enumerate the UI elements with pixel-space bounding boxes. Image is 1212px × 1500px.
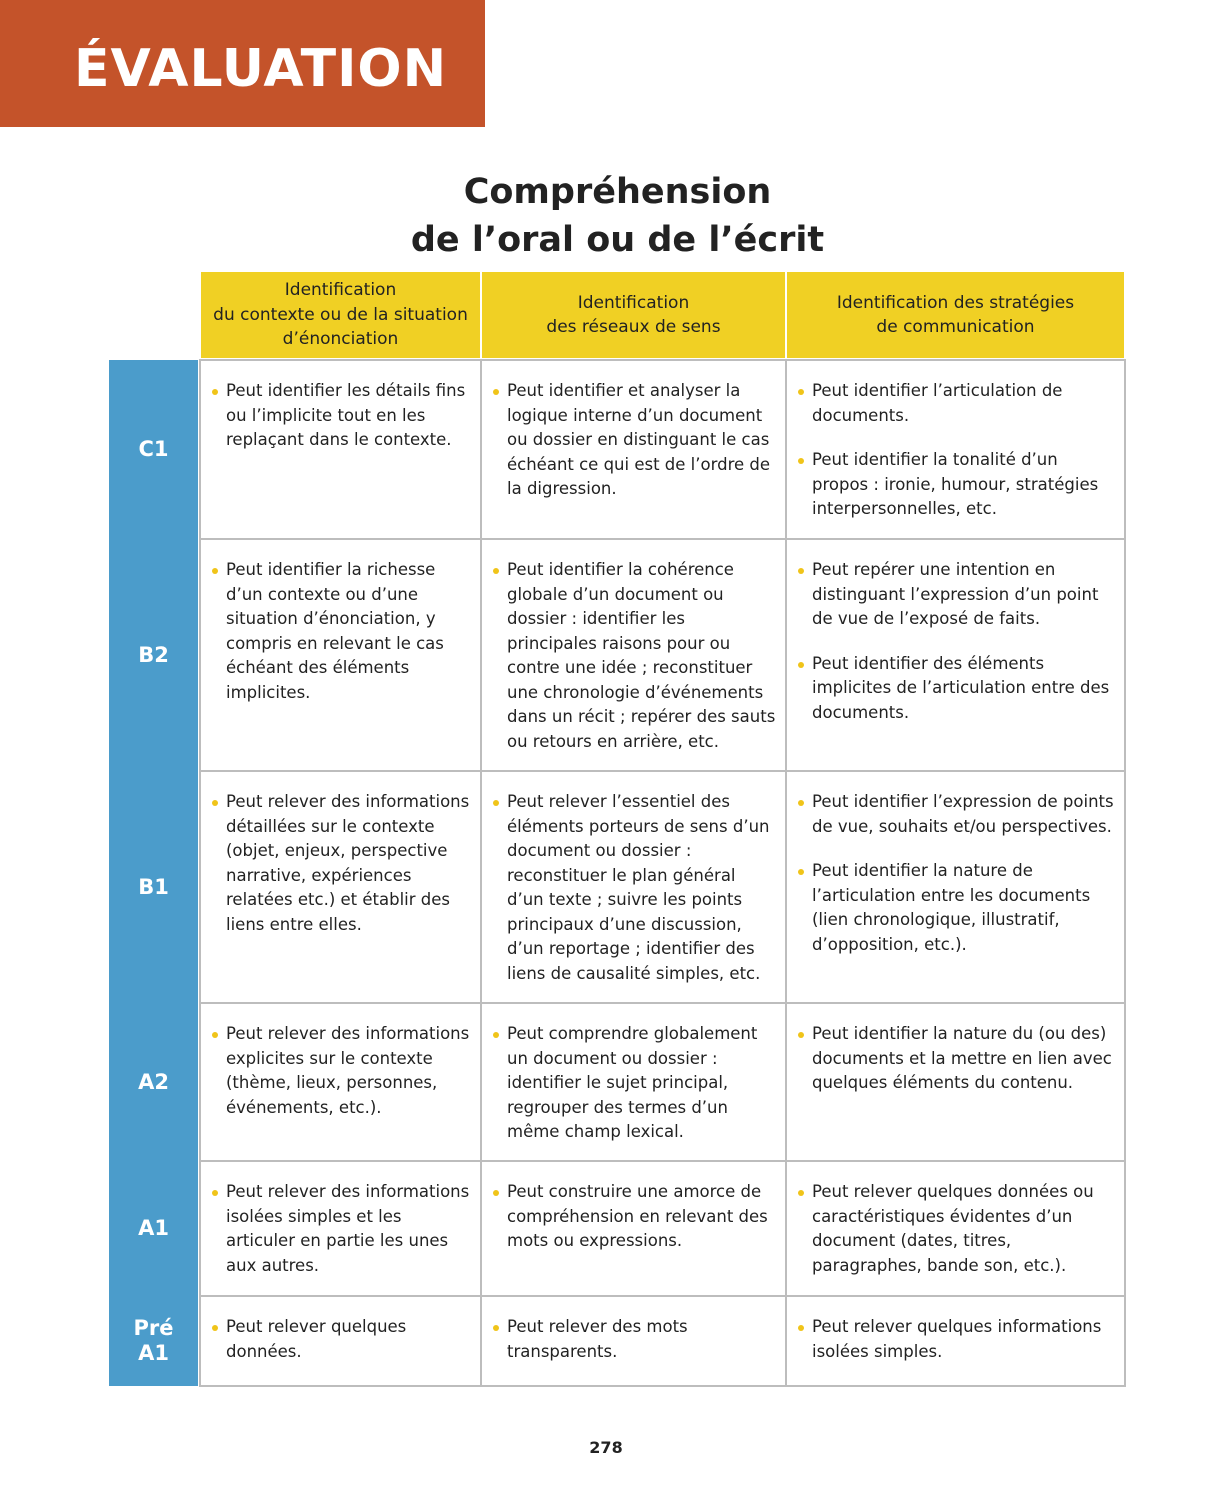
descriptor-item: Peut identifier des éléments implicites de l’articulation entre des documents.	[795, 652, 1116, 726]
level-label: B2	[109, 539, 198, 771]
descriptor-list	[209, 1022, 472, 1120]
descriptor-list	[490, 379, 777, 502]
cell-strategies	[785, 359, 1126, 540]
descriptor-item: Peut relever quelques informations isolées simples.	[795, 1315, 1116, 1364]
descriptor-item: Peut identifier l’expression de points de vue, souhaits et/ou perspectives.	[795, 790, 1116, 839]
descriptor-item: Peut relever des informations détaillées sur le contexte (objet, enjeux, perspective narrative, expériences relatées etc.) et établir des liens entre elles.	[209, 790, 472, 937]
descriptor-item: Peut identifier la nature de l’articulation entre les documents (lien chronologique, illustratif, d’opposition, etc.).	[795, 859, 1116, 957]
descriptor-item: Peut repérer une intention en distinguant l’expression d’un point de vue de l’exposé de faits.	[795, 558, 1116, 632]
cell-context	[199, 770, 482, 1004]
descriptor-list	[490, 1180, 777, 1254]
column-header-context: Identification du contexte ou de la situation d’énonciation	[201, 272, 480, 358]
descriptor-item: Peut identifier la tonalité d’un propos : ironie, humour, stratégies interpersonnelles, etc.	[795, 448, 1116, 522]
column-header-strategies: Identification des stratégies de communication	[787, 272, 1124, 358]
level-label: A1	[109, 1161, 198, 1296]
descriptor-list	[490, 558, 777, 754]
descriptor-list	[795, 379, 1116, 522]
descriptor-item: Peut relever des mots transparents.	[490, 1315, 777, 1364]
level-label: Pré A1	[109, 1296, 198, 1386]
descriptor-list	[209, 790, 472, 937]
cell-context	[199, 359, 482, 540]
cell-strategies	[785, 1295, 1126, 1387]
descriptor-item: Peut relever quelques données.	[209, 1315, 472, 1364]
descriptor-list	[490, 1315, 777, 1364]
descriptor-item: Peut identifier la cohérence globale d’un document ou dossier : identifier les principales raisons pour ou contre une idée ; reconstituer une chronologie d’événements dans un récit ; repérer des sauts ou retours en arrière, etc.	[490, 558, 777, 754]
descriptor-item: Peut identifier la nature du (ou des) documents et la mettre en lien avec quelques éléments du contenu.	[795, 1022, 1116, 1096]
cell-meaning	[480, 770, 787, 1004]
cell-context	[199, 1295, 482, 1387]
descriptor-item: Peut comprendre globalement un document ou dossier : identifier le sujet principal, regrouper des termes d’un même champ lexical.	[490, 1022, 777, 1145]
descriptor-list	[209, 1315, 472, 1364]
descriptor-list	[209, 1180, 472, 1278]
cell-strategies	[785, 1002, 1126, 1162]
descriptor-item: Peut identifier les détails fins ou l’implicite tout en les replaçant dans le contexte.	[209, 379, 472, 453]
page-title-line-1: Compréhension	[463, 172, 772, 212]
level-label: C1	[109, 360, 198, 539]
level-label: A2	[109, 1003, 198, 1161]
section-label: ÉVALUATION	[74, 39, 448, 99]
descriptor-list	[209, 379, 472, 453]
descriptor-list	[490, 1022, 777, 1145]
cell-meaning	[480, 1295, 787, 1387]
descriptor-list	[795, 558, 1116, 725]
cell-context	[199, 1002, 482, 1162]
cell-context	[199, 1160, 482, 1297]
cell-meaning	[480, 1160, 787, 1297]
descriptor-item: Peut identifier l’articulation de documents.	[795, 379, 1116, 428]
descriptor-list	[795, 1022, 1116, 1096]
descriptor-item: Peut identifier et analyser la logique interne d’un document ou dossier en distinguant le cas échéant ce qui est de l’ordre de la digression.	[490, 379, 777, 502]
cell-strategies	[785, 1160, 1126, 1297]
descriptor-item: Peut identifier la richesse d’un contexte ou d’une situation d’énonciation, y compris en relevant le cas échéant des éléments implicites.	[209, 558, 472, 705]
descriptor-item: Peut relever l’essentiel des éléments porteurs de sens d’un document ou dossier : reconstituer le plan général d’un texte ; suivre les points principaux d’une discussion, d’un reportage ; identifier des liens de causalité simples, etc.	[490, 790, 777, 986]
descriptor-list	[795, 1180, 1116, 1278]
page-title	[300, 168, 935, 264]
descriptor-item: Peut relever quelques données ou caractéristiques évidentes d’un document (dates, titres, paragraphes, bande son, etc.).	[795, 1180, 1116, 1278]
descriptor-item: Peut relever des informations explicites sur le contexte (thème, lieux, personnes, événements, etc.).	[209, 1022, 472, 1120]
descriptor-list	[795, 1315, 1116, 1364]
cell-context	[199, 538, 482, 772]
cell-meaning	[480, 538, 787, 772]
descriptor-item: Peut construire une amorce de compréhension en relevant des mots ou expressions.	[490, 1180, 777, 1254]
cell-meaning	[480, 359, 787, 540]
cell-strategies	[785, 770, 1126, 1004]
descriptor-list	[209, 558, 472, 705]
cell-strategies	[785, 538, 1126, 772]
descriptor-list	[795, 790, 1116, 957]
cell-meaning	[480, 1002, 787, 1162]
descriptor-list	[490, 790, 777, 986]
page-title-line-2: de l’oral ou de l’écrit	[410, 220, 825, 260]
column-header-meaning: Identification des réseaux de sens	[482, 272, 785, 358]
level-label: B1	[109, 771, 198, 1003]
descriptor-item: Peut relever des informations isolées simples et les articuler en partie les unes aux autres.	[209, 1180, 472, 1278]
page-number: 278	[589, 1438, 623, 1457]
section-banner	[0, 0, 485, 127]
